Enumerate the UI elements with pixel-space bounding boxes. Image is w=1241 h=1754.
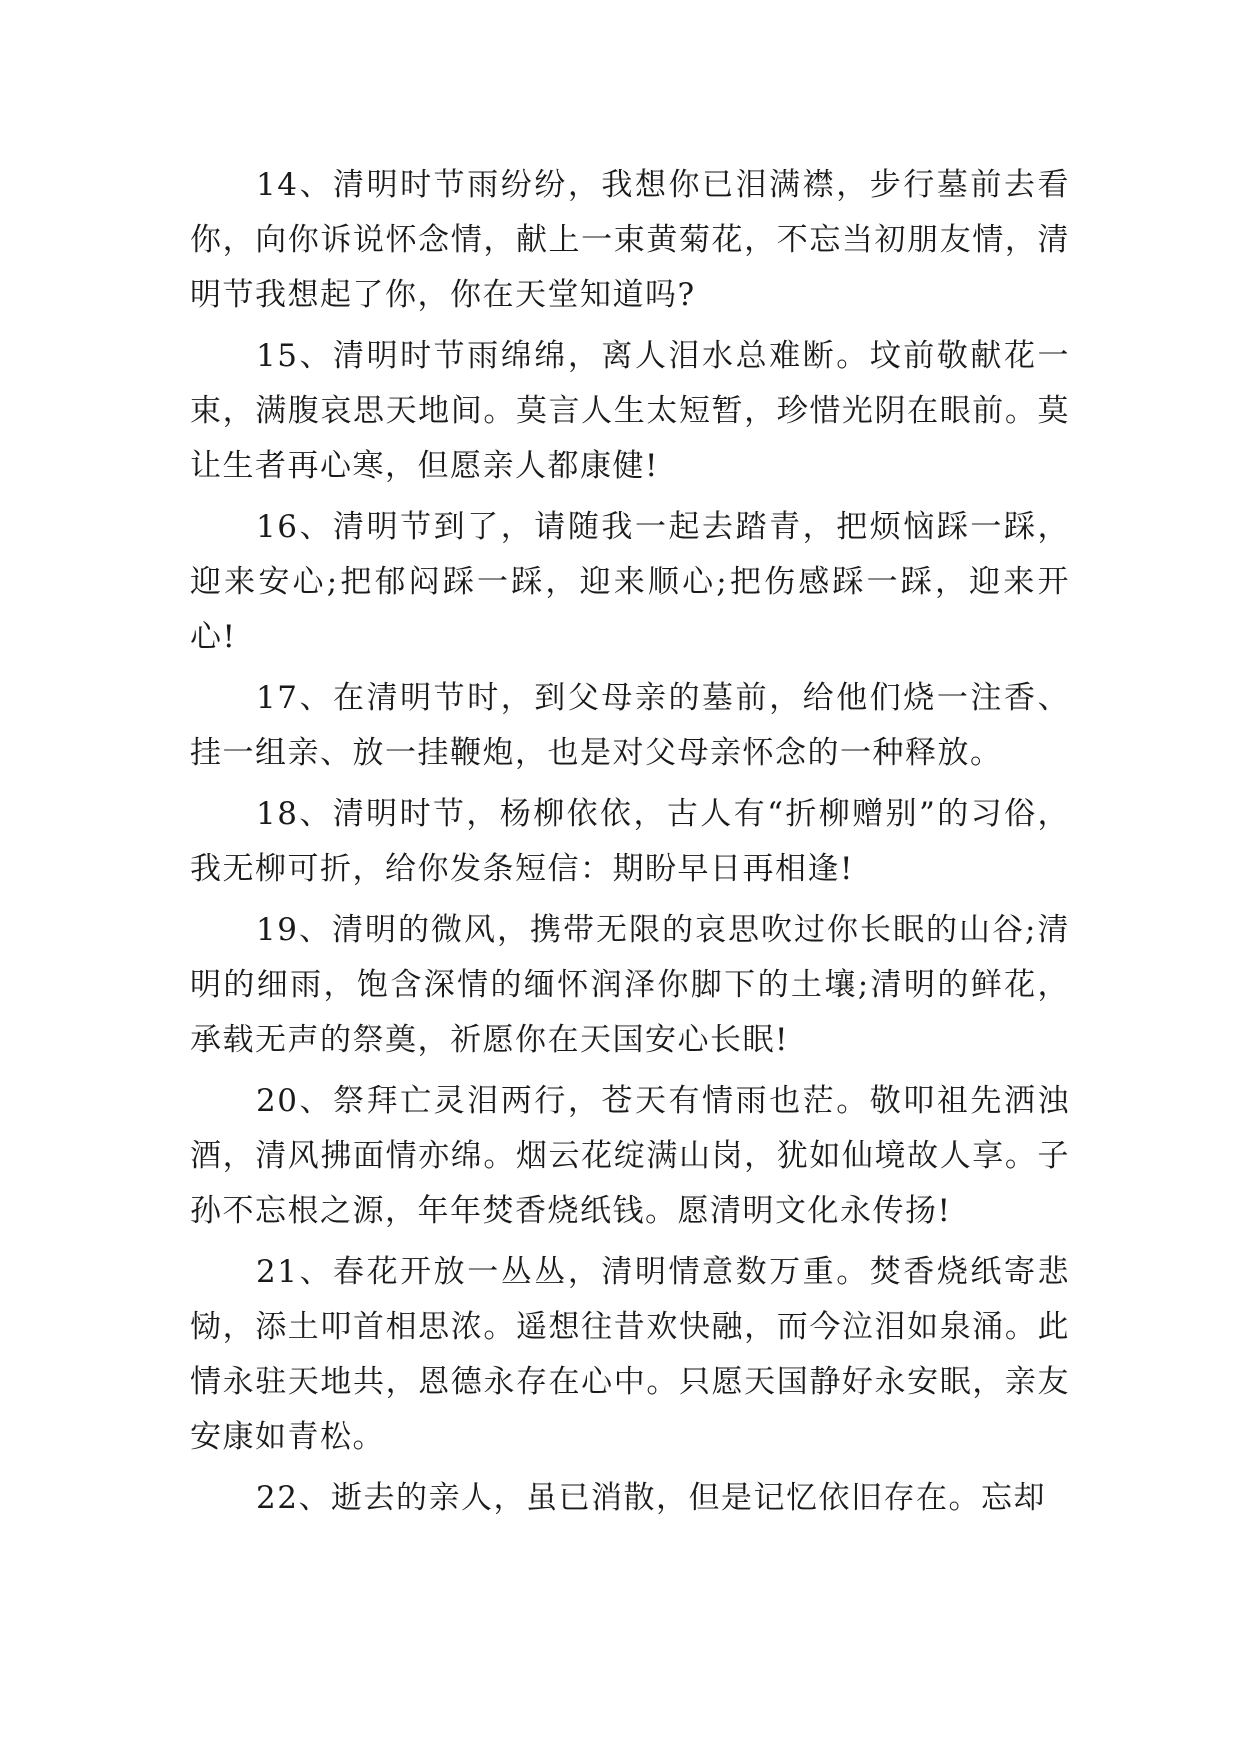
paragraph-22: 22、逝去的亲人，虽已消散，但是记忆依旧存在。忘却	[256, 1480, 1046, 1516]
paragraph-18: 18、清明时节，杨柳依依，古人有“折柳赠别”的习俗，我无柳可折，给你发条短信：期盼早日再相逢!	[190, 796, 1070, 887]
document-body	[190, 158, 1070, 1532]
paragraph-20: 20、祭拜亡灵泪两行，苍天有情雨也茫。敬叩祖先洒浊酒，清风拂面情亦绵。烟云花绽满山岗，犹如仙境故人享。子孙不忘根之源，年年焚香烧纸钱。愿清明文化永传扬!	[190, 1083, 1070, 1229]
paragraph-21: 21、春花开放一丛丛，清明情意数万重。焚香烧纸寄悲恸，添土叩首相思浓。遥想往昔欢快融，而今泣泪如泉涌。此情永驻天地共，恩德永存在心中。只愿天国静好永安眠，亲友安康如青松。	[190, 1254, 1070, 1455]
paragraph-16: 16、清明节到了，请随我一起去踏青，把烦恼踩一踩，迎来安心;把郁闷踩一踩，迎来顺心;把伤感踩一踩，迎来开心!	[190, 509, 1070, 655]
paragraph-14: 14、清明时节雨纷纷，我想你已泪满襟，步行墓前去看你，向你诉说怀念情，献上一束黄菊花，不忘当初朋友情，清明节我想起了你，你在天堂知道吗?	[190, 167, 1070, 313]
paragraph-17: 17、在清明节时，到父母亲的墓前，给他们烧一注香、挂一组亲、放一挂鞭炮，也是对父母亲怀念的一种释放。	[190, 680, 1070, 771]
paragraph-15: 15、清明时节雨绵绵，离人泪水总难断。坟前敬献花一束，满腹哀思天地间。莫言人生太短暂，珍惜光阴在眼前。莫让生者再心寒，但愿亲人都康健!	[190, 338, 1070, 484]
paragraph-19: 19、清明的微风，携带无限的哀思吹过你长眠的山谷;清明的细雨，饱含深情的缅怀润泽你脚下的土壤;清明的鲜花，承载无声的祭奠，祈愿你在天国安心长眠!	[190, 912, 1070, 1058]
